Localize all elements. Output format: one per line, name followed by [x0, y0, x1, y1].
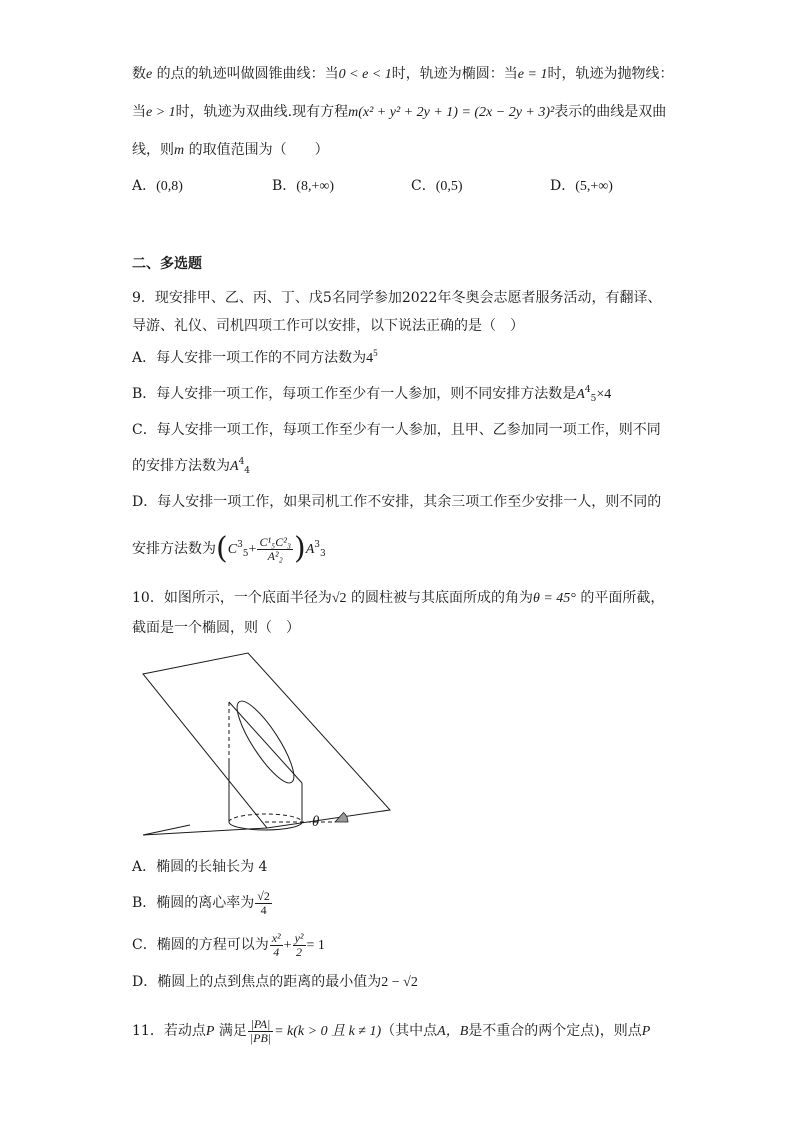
- fraction-numerator: C¹₅C²₃: [259, 534, 291, 549]
- q9-math-exp: 5: [373, 348, 378, 358]
- q10-option-a[interactable]: A．椭圆的长轴长为 4: [132, 859, 268, 875]
- option-label: C．: [411, 178, 436, 194]
- q9-math-plus: +: [248, 542, 257, 557]
- fraction-denominator: 2: [296, 944, 303, 959]
- section-title: 二、多选题: [132, 256, 202, 272]
- q9-fraction: [257, 536, 293, 563]
- q8-math-cond2: e = 1: [517, 67, 548, 82]
- q8-text: 时，轨迹为椭圆：当: [391, 66, 518, 82]
- q11-math-p: P: [205, 1024, 215, 1039]
- theta-label: θ: [312, 814, 320, 830]
- q8-math-e: e: [146, 67, 153, 82]
- option-text: C．每人安排一项工作，每项工作至少有一人参加，且甲、乙参加同一项工作，则不同: [132, 422, 661, 438]
- q11-math-p: P: [641, 1024, 651, 1039]
- q8-text: 线，则: [132, 142, 174, 158]
- q9-math: 4: [366, 351, 374, 366]
- q11-text: 满足: [214, 1023, 247, 1039]
- fraction-numerator: √2: [257, 888, 270, 903]
- q10-c-fraction-y: [293, 932, 306, 959]
- q10-text: 10．如图所示，一个底面半径为: [132, 590, 332, 606]
- option-text: D．每人安排一项工作，如果司机工作不安排，其余三项工作至少安排一人，则不同的: [132, 494, 662, 510]
- q9-option-d-line-1[interactable]: [132, 492, 661, 512]
- q10-b-fraction: [255, 890, 272, 917]
- fraction-denominator: 4: [273, 944, 280, 959]
- q10-text: 的圆柱被与其底面所成的角为: [346, 590, 533, 606]
- q9-math-sub: 5: [590, 394, 597, 404]
- fraction-denominator: A²₂: [267, 548, 283, 563]
- q11-math-condition: = k(k > 0 且 k ≠ 1): [274, 1024, 382, 1039]
- q8-text: 表示的曲线是双曲: [554, 104, 667, 120]
- q8-text: 时，轨迹为抛物线：: [547, 66, 674, 82]
- q9-math-sub: 3: [320, 549, 326, 559]
- q9-stem-line-1: 9．现安排甲、乙、丙、丁、戊5名同学参加2022年冬奥会志愿者服务活动，有翻译、: [132, 290, 662, 306]
- q11-math-ab: A，B: [437, 1024, 469, 1039]
- angle-marker: [335, 813, 348, 823]
- q9-math-sup: 3: [314, 540, 320, 550]
- q9-option-b[interactable]: [132, 384, 611, 405]
- option-value: (0,8): [156, 179, 183, 194]
- q9-math-A: A: [230, 459, 239, 474]
- option-text: B．每人安排一项工作，每项工作至少有一人参加，则不同安排方法数是: [132, 386, 577, 402]
- option-text: A．每人安排一项工作的不同方法数为: [132, 350, 367, 366]
- q8-option-b[interactable]: [272, 176, 334, 197]
- q8-math-cond1: 0 < e < 1: [338, 67, 392, 82]
- q9-option-c-line-1[interactable]: [132, 420, 661, 440]
- option-text: D．椭圆上的点到焦点的距离的最小值为: [132, 974, 382, 990]
- option-label: B．: [272, 178, 297, 194]
- q9-math-sub: 4: [244, 466, 251, 476]
- q8-equation: m(x² + y² + 2y + 1) = (2x − 2y + 3)²: [348, 105, 555, 120]
- option-text: C．椭圆的方程可以为: [132, 937, 269, 953]
- q10-math-radius: √2: [331, 591, 347, 606]
- right-paren: ): [293, 531, 306, 566]
- q11-text: （其中点: [381, 1023, 438, 1039]
- option-value: (8,+∞): [296, 179, 334, 194]
- q10-option-c[interactable]: [132, 930, 325, 961]
- q8-text: 数: [132, 66, 146, 82]
- q9-math-A: A: [305, 542, 315, 557]
- q10-math-theta: θ = 45°: [532, 591, 576, 606]
- q9-option-a[interactable]: [132, 348, 378, 369]
- q9-stem-line-2: 导游、礼仪、司机四项工作可以安排，以下说法正确的是（ ）: [132, 318, 524, 334]
- option-value: (0,5): [435, 179, 463, 194]
- q8-line-1: [132, 64, 673, 85]
- fraction-numerator: y²: [294, 930, 304, 945]
- q9-math-sup: 3: [237, 540, 243, 550]
- q9-math-sup: 4: [238, 457, 245, 467]
- inclined-plane: [143, 653, 390, 828]
- q8-option-c[interactable]: [411, 176, 463, 197]
- q8-math-m: m: [174, 143, 185, 158]
- q8-line-2: [132, 102, 666, 123]
- q8-line-3: [132, 140, 329, 161]
- option-label: A．: [132, 178, 157, 194]
- q10-option-d[interactable]: [132, 972, 418, 993]
- q11-text: 11．若动点: [132, 1023, 206, 1039]
- fraction-numerator: x²: [271, 930, 281, 945]
- q10-c-fraction-x: [270, 932, 283, 959]
- plus-sign: +: [283, 938, 292, 953]
- fraction-denominator: 4: [260, 902, 267, 917]
- q8-math-cond3: e > 1: [146, 105, 176, 120]
- q11-fraction: [248, 1018, 273, 1045]
- option-text: B．椭圆的离心率为: [132, 895, 255, 911]
- q8-option-d[interactable]: [550, 176, 613, 197]
- q9-math-sub: 5: [242, 549, 249, 559]
- fraction-numerator: |PA|: [248, 1018, 273, 1032]
- cylinder-section-figure: [140, 650, 395, 845]
- q8-option-a[interactable]: [132, 176, 183, 197]
- q10-text: 的平面所截，: [575, 590, 665, 606]
- q9-math-sup: 4: [584, 385, 591, 395]
- q10-stem-line-1: [132, 588, 664, 609]
- q8-text: 的点的轨迹叫做圆锥曲线：当: [152, 66, 339, 82]
- q8-text: 当: [132, 104, 146, 120]
- q8-text: 的取值范围为（ ）: [184, 142, 329, 158]
- q11-text: 是不重合的两个定点)，则点: [468, 1023, 642, 1039]
- q9-math-A: A: [576, 387, 585, 402]
- left-paren: (: [216, 531, 228, 566]
- base-ellipse-back: [229, 814, 302, 822]
- q11-stem: [132, 1016, 650, 1047]
- q9-option-d-line-2: [132, 531, 326, 566]
- equals-one: = 1: [306, 938, 325, 953]
- major-axis: [229, 702, 302, 783]
- option-text: 的安排方法数为: [132, 458, 230, 474]
- option-label: D．: [550, 178, 576, 194]
- q9-option-c-line-2: [132, 456, 250, 477]
- q9-math-C: C: [227, 542, 238, 557]
- q8-text: 时，轨迹为双曲线.现有方程: [175, 104, 349, 120]
- q10-option-b[interactable]: [132, 888, 273, 918]
- fraction-denominator: |PB|: [249, 1030, 272, 1045]
- q9-math-tail: ×4: [596, 387, 612, 402]
- option-text: 安排方法数为: [132, 541, 216, 557]
- q10-stem-line-2: 截面是一个椭圆，则（ ）: [132, 620, 300, 636]
- q10-d-value: 2 − √2: [381, 975, 418, 990]
- option-value: (5,+∞): [575, 179, 613, 194]
